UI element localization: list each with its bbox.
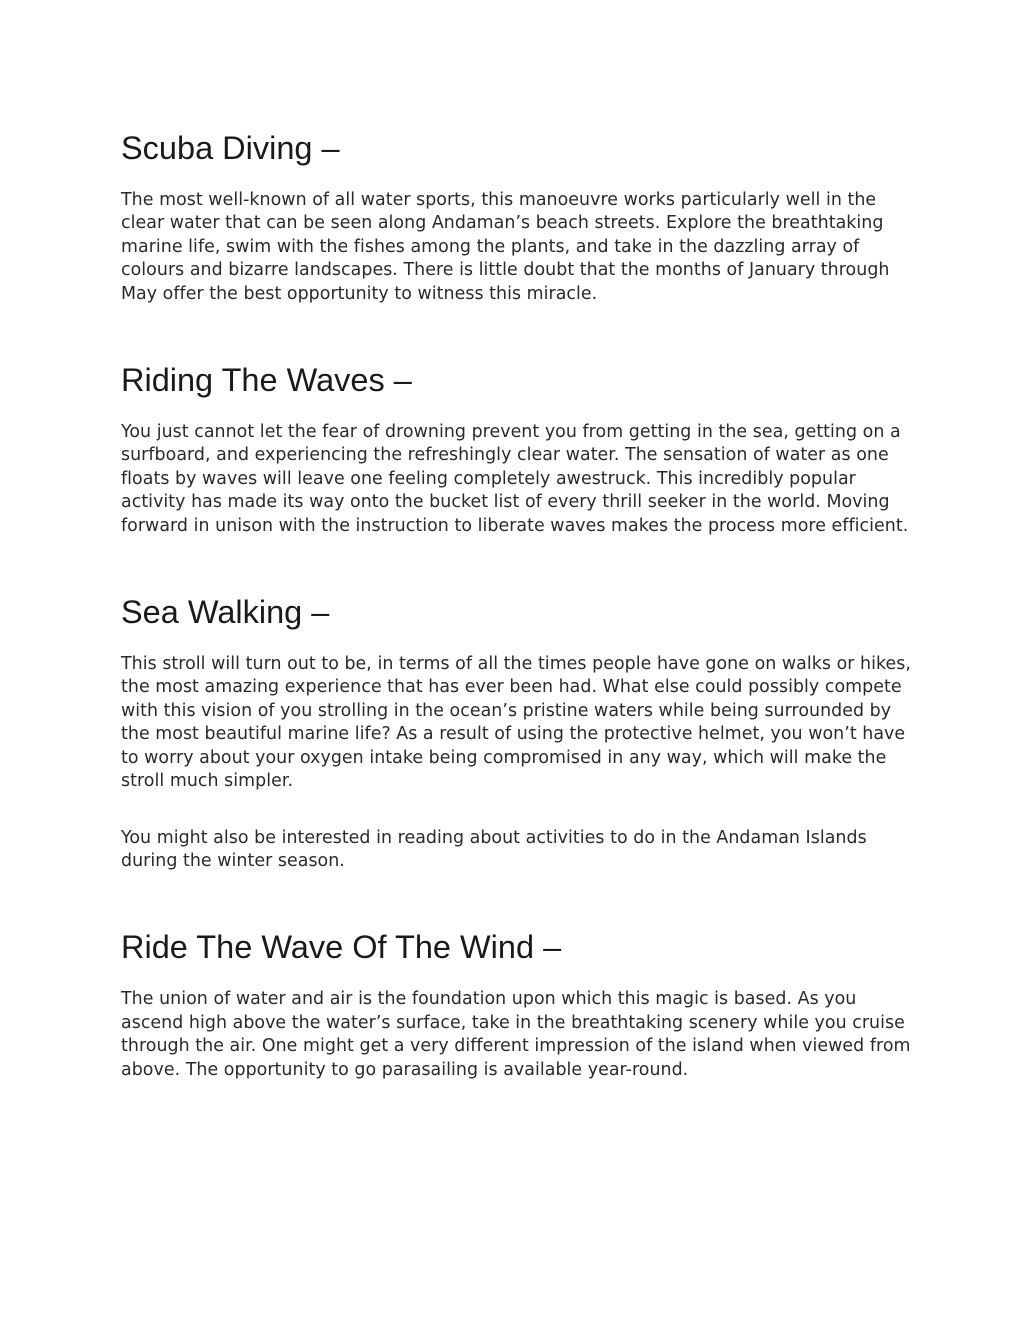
section-heading: Scuba Diving – <box>121 130 340 166</box>
section-sea-walking <box>121 592 911 873</box>
document-page <box>121 128 911 1082</box>
section-paragraph: You just cannot let the fear of drowning prevent you from getting in the sea, getting on a surfboard, and experiencing the refreshingly clear water. The sensation of water as one floats by waves will leave one feeling completely awestruck. This incredibly popular activity has made its way onto the bucket list of every thrill seeker in the world. Moving forward in unison with the instruction to liberate waves makes the process more efficient. <box>121 422 909 536</box>
section-paragraph: The most well-known of all water sports, this manoeuvre works particularly well in the clear water that can be seen along Andaman’s beach streets. Explore the breathtaking marine life, swim with the fishes among the plants, and take in the dazzling array of colours and bizarre landscapes. There is little doubt that the months of January through May offer the best opportunity to witness this miracle. <box>121 190 890 304</box>
section-scuba-diving <box>121 128 911 306</box>
related-reading-paragraph: You might also be interested in reading about activities to do in the Andaman Islands during the winter season. <box>121 827 867 871</box>
section-heading: Ride The Wave Of The Wind – <box>121 929 562 966</box>
section-paragraph: The union of water and air is the foundation upon which this magic is based. As you ascend high above the water’s surface, take in the breathtaking scenery while you cruise through the air. One might get a very different impression of the island when viewed from above. The opportunity to go parasailing is available year-round. <box>121 989 911 1080</box>
section-heading: Sea Walking – <box>121 594 330 631</box>
section-ride-the-wave-of-the-wind <box>121 927 911 1082</box>
section-riding-the-waves <box>121 360 911 538</box>
section-heading: Riding The Waves – <box>121 362 412 399</box>
section-paragraph: This stroll will turn out to be, in terms of all the times people have gone on walks or hikes, the most amazing experience that has ever been had. What else could possibly compete with this vision of you strolling in the ocean’s pristine waters while being surrounded by the most beautiful marine life? As a result of using the protective helmet, you won’t have to worry about your oxygen intake being compromised in any way, which will make the stroll much simpler. <box>121 654 911 792</box>
